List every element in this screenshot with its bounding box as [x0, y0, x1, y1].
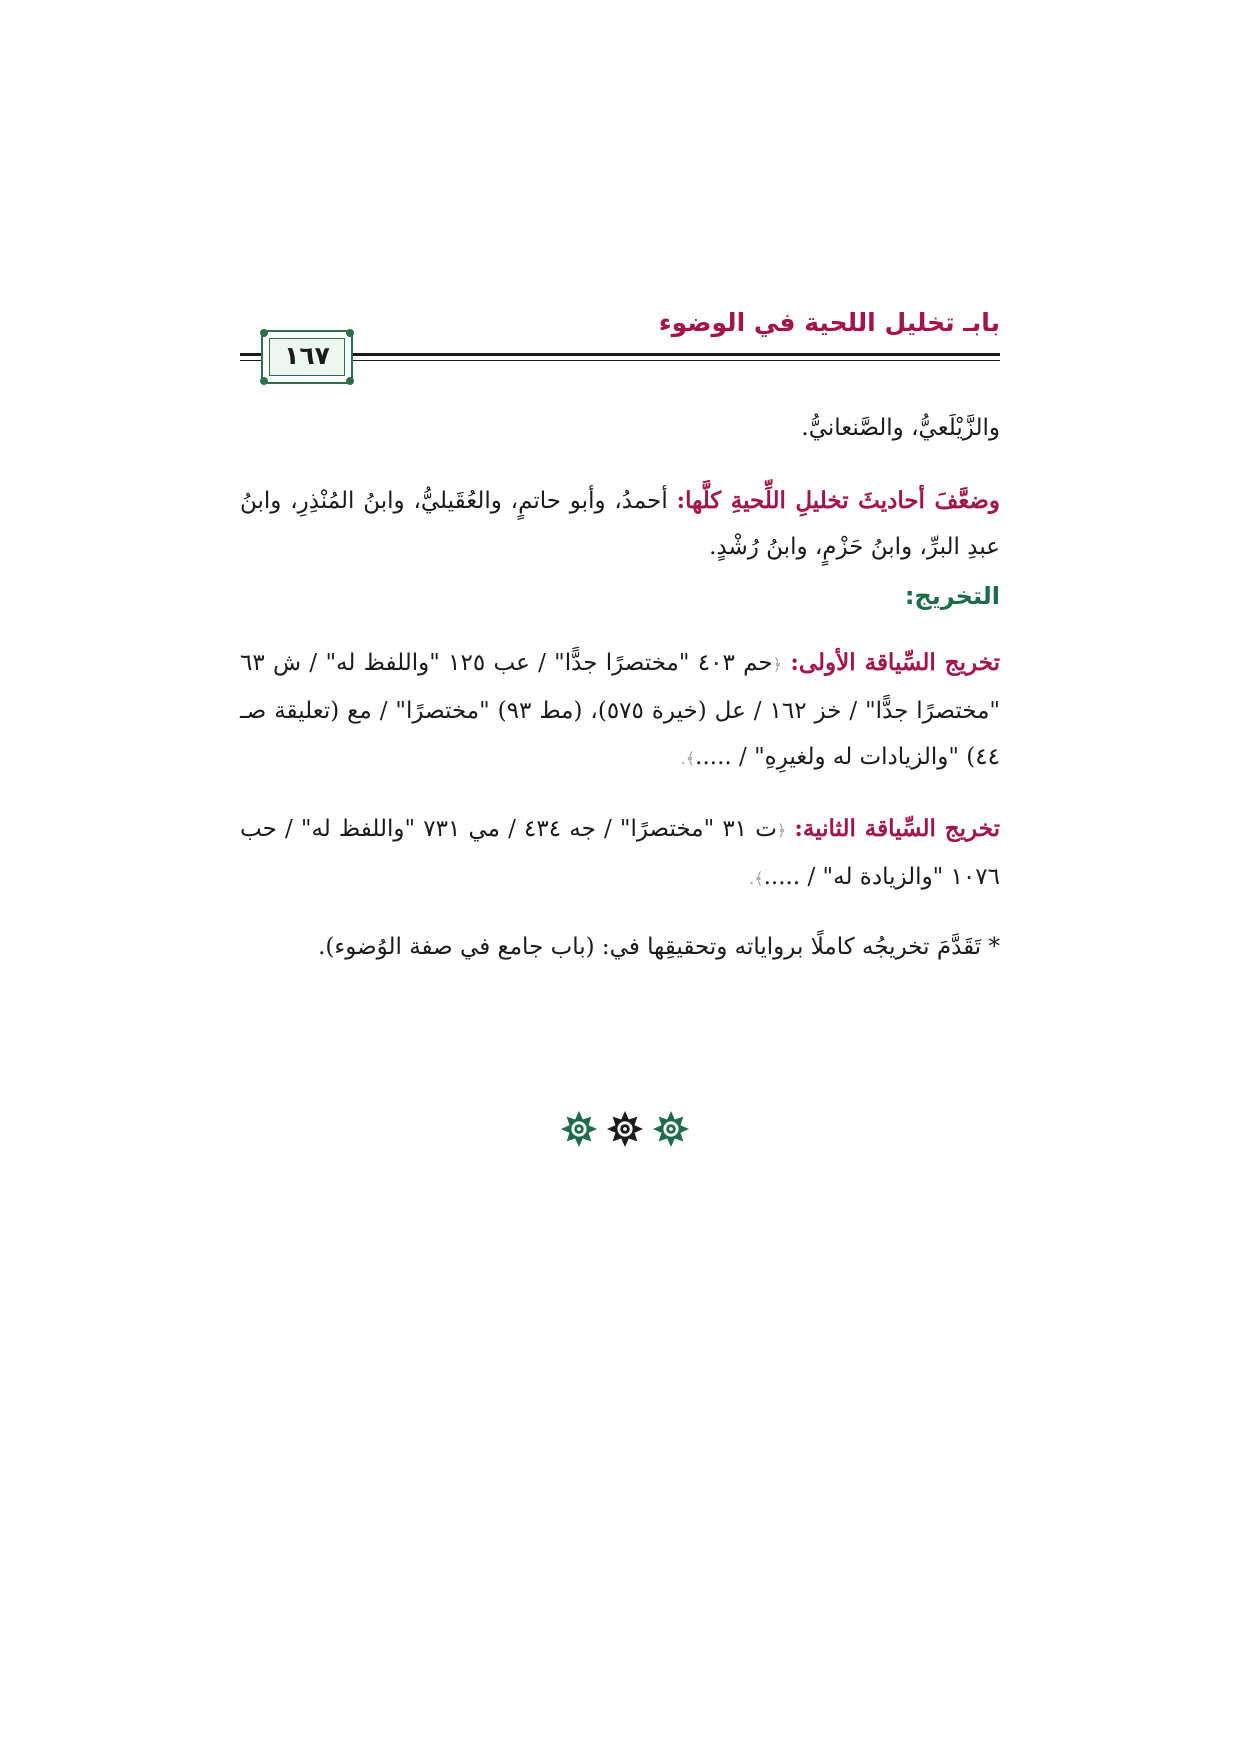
- takhrij-1-label: تخريج السِّياقة الأولى:: [790, 649, 1000, 676]
- header-rule-left: [240, 353, 261, 356]
- header-rule-left-thin: [240, 360, 261, 361]
- takhrij-1-close-bracket: ﴾.: [680, 749, 696, 768]
- paragraph-1-text: والزَّيْلَعيُّ، والصَّنعانيُّ.: [801, 415, 1000, 441]
- paragraph-2-highlight: وضعَّفَ أحاديثَ تخليلِ اللِّحيةِ كلَّها:: [676, 487, 1000, 514]
- takhrij-1-open-bracket: ﴿: [772, 655, 783, 674]
- section-end-ornaments: [560, 1110, 690, 1154]
- header-rule-right: [353, 353, 1000, 356]
- page-number-box: [261, 330, 353, 384]
- takhrij-1: [240, 640, 1000, 782]
- section-heading: التخريج:: [904, 582, 1000, 610]
- frame-corner-icon: [346, 329, 354, 337]
- paragraph-2-text: أحمدُ، وأبو حاتمٍ، والعُقَيليُّ، وابنُ المُنْذِرِ، وابنُ عبدِ البرِّ، وابنُ حَزْمٍ، وابنُ رُشْدٍ.: [240, 488, 1000, 560]
- page-number: ١٦٧: [284, 341, 330, 370]
- frame-corner-icon: [346, 377, 354, 385]
- note-text: * تَقَدَّمَ تخريجُه كاملًا برواياته وتحقيقِها في: (باب جامع في صفة الوُضوء).: [318, 934, 1000, 960]
- paragraph-1: [240, 405, 1000, 451]
- takhrij-2: [240, 806, 1000, 902]
- header-rule-right-thin: [353, 360, 1000, 361]
- flower-ornament-icon: [606, 1110, 644, 1148]
- flower-ornament-icon: [560, 1110, 598, 1148]
- frame-corner-icon: [260, 377, 268, 385]
- takhrij-2-text: ت ٣١ "مختصرًا" / جه ٤٣٤ / مي ٧٣١ "واللفظ له" / حب ١٠٧٦ "والزيادة له" / .....: [240, 816, 1000, 890]
- takhrij-2-close-bracket: ﴾.: [749, 869, 764, 888]
- takhrij-1-text: حم ٤٠٣ "مختصرًا جدًّا" / عب ١٢٥ "واللفظ له" / ش ٦٣ "مختصرًا جدًّا" / خز ١٦٢ / عل (خيرة ٥٧٥)، (مط ٩٣) "مختصرًا" / مع (تعليقة صـ ٤٤) "والزيادات له ولغيرِهِ" / .....: [240, 650, 1001, 770]
- chapter-title: بابـ تخليل اللحية في الوضوء: [658, 308, 1000, 337]
- frame-corner-icon: [260, 329, 268, 337]
- flower-ornament-icon: [652, 1110, 690, 1148]
- note: [240, 924, 1000, 970]
- takhrij-2-open-bracket: ﴿: [776, 821, 787, 840]
- paragraph-2: [240, 478, 1000, 570]
- takhrij-2-label: تخريج السِّياقة الثانية:: [794, 815, 1000, 842]
